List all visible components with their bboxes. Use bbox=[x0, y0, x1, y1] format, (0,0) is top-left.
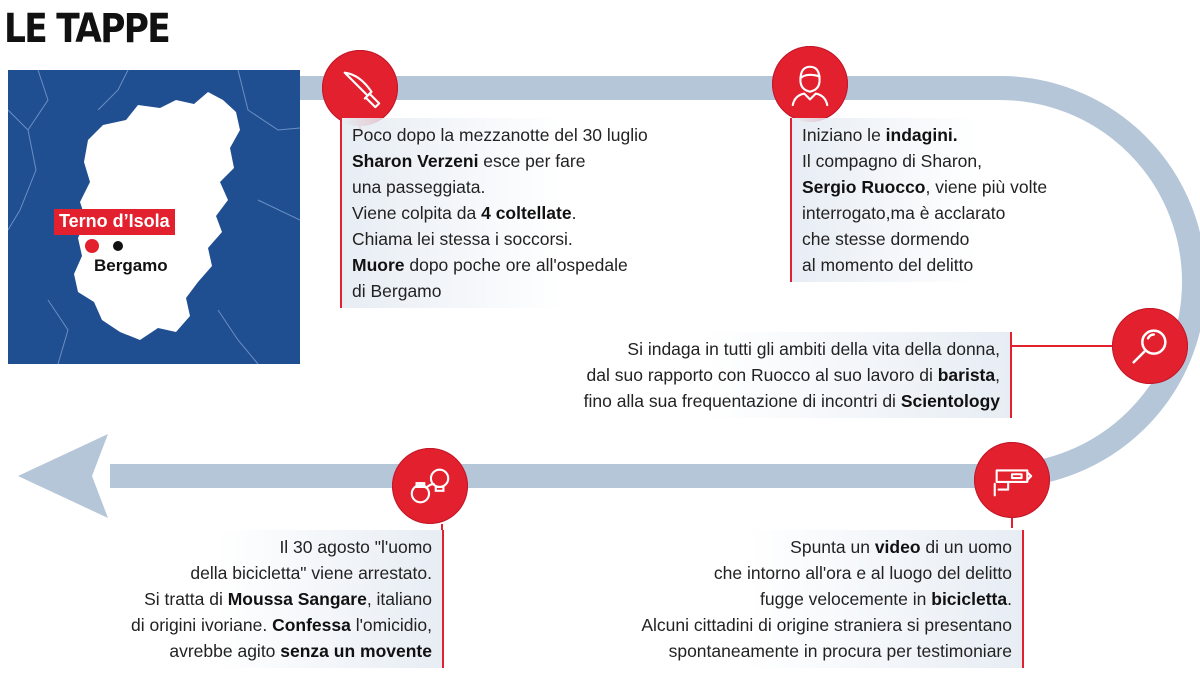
step-text: spontaneamente in procura per testimoniare bbox=[668, 641, 1012, 661]
step-text-bold: Sharon Verzeni bbox=[352, 151, 479, 171]
step-text: della bicicletta" viene arrestato. bbox=[190, 563, 432, 583]
step-text-line bbox=[131, 534, 432, 560]
step-text-bold: Scientology bbox=[900, 391, 1000, 411]
step-text-line bbox=[641, 586, 1012, 612]
step-5-badge bbox=[392, 448, 468, 524]
step-text: al momento del delitto bbox=[802, 255, 974, 275]
step-text: che stesse dormendo bbox=[802, 229, 970, 249]
step-4-badge bbox=[974, 442, 1050, 518]
step-text-bold: bicicletta bbox=[931, 589, 1008, 609]
connector-line bbox=[1010, 345, 1112, 347]
step-3-text bbox=[574, 332, 1012, 418]
step-text-bold: Confessa bbox=[272, 615, 351, 635]
step-text: , bbox=[995, 365, 1000, 385]
city-dot bbox=[113, 241, 123, 251]
step-text-bold: video bbox=[874, 537, 921, 557]
step-text: Poco dopo la mezzanotte del 30 luglio bbox=[352, 125, 648, 145]
step-text-bold: 4 coltellate bbox=[481, 203, 572, 223]
magnifier-icon bbox=[1127, 323, 1173, 369]
step-text-line bbox=[352, 122, 648, 148]
step-text: fugge velocemente in bbox=[760, 589, 932, 609]
step-text-line bbox=[584, 388, 1000, 414]
step-text-bold: barista bbox=[937, 365, 996, 385]
step-text-line bbox=[641, 612, 1012, 638]
step-text-bold: indagini. bbox=[885, 125, 958, 145]
step-text-line bbox=[802, 148, 1047, 174]
step-text: Spunta un bbox=[790, 537, 875, 557]
step-text: Viene colpita da bbox=[352, 203, 482, 223]
step-text: Il compagno di Sharon, bbox=[802, 151, 982, 171]
step-text: Si indaga in tutti gli ambiti della vita della donna, bbox=[627, 339, 1000, 359]
step-text: di un uomo bbox=[920, 537, 1012, 557]
step-text-line bbox=[131, 638, 432, 664]
step-text-line bbox=[352, 148, 648, 174]
step-text-line bbox=[352, 226, 648, 252]
step-text-line bbox=[131, 586, 432, 612]
step-text: una passeggiata. bbox=[352, 177, 486, 197]
step-text: fino alla sua frequentazione di incontri di bbox=[583, 391, 901, 411]
city-label: Bergamo bbox=[94, 256, 168, 275]
step-4-text bbox=[631, 530, 1024, 668]
step-text-line bbox=[584, 362, 1000, 388]
step-text-line bbox=[641, 638, 1012, 664]
step-text-line bbox=[352, 174, 648, 200]
step-2-badge bbox=[772, 46, 848, 122]
handcuffs-icon bbox=[407, 463, 453, 509]
step-text: interrogato,ma è acclarato bbox=[802, 203, 1006, 223]
step-text-line bbox=[131, 560, 432, 586]
step-text-line bbox=[802, 252, 1047, 278]
step-text-line bbox=[802, 122, 1047, 148]
step-1-text bbox=[340, 118, 658, 308]
step-text: . bbox=[1007, 589, 1012, 609]
step-text-line bbox=[584, 336, 1000, 362]
step-text: , viene più volte bbox=[925, 177, 1048, 197]
step-text: , italiano bbox=[366, 589, 432, 609]
step-text: di origini ivoriane. bbox=[131, 615, 273, 635]
step-text: esce per fare bbox=[478, 151, 586, 171]
step-text: Chiama lei stessa i soccorsi. bbox=[352, 229, 573, 249]
town-label: Terno d’Isola bbox=[54, 209, 175, 235]
step-text: . bbox=[571, 203, 577, 223]
step-text-line bbox=[352, 278, 648, 304]
step-3-badge bbox=[1112, 308, 1188, 384]
person-icon bbox=[787, 61, 833, 107]
step-text-line bbox=[131, 612, 432, 638]
page-title: LE TAPPE bbox=[4, 6, 169, 52]
town-dot bbox=[85, 239, 99, 253]
connector-line bbox=[1011, 518, 1013, 528]
step-text-line bbox=[641, 560, 1012, 586]
step-text-bold: Muore bbox=[352, 255, 405, 275]
step-text: avrebbe agito bbox=[169, 641, 281, 661]
step-text: Iniziano le bbox=[802, 125, 886, 145]
map-panel bbox=[8, 70, 300, 364]
step-text-line bbox=[802, 174, 1047, 200]
step-text: Si tratta di bbox=[144, 589, 228, 609]
step-1-badge bbox=[322, 50, 398, 126]
step-text: dopo poche ore all'ospedale bbox=[404, 255, 628, 275]
timeline-arrowhead bbox=[18, 434, 108, 518]
step-text-line bbox=[802, 200, 1047, 226]
cctv-camera-icon bbox=[989, 457, 1035, 503]
step-text: Il 30 agosto "l'uomo bbox=[279, 537, 432, 557]
step-text-line bbox=[641, 534, 1012, 560]
step-2-text bbox=[790, 118, 1057, 282]
step-text-line bbox=[352, 200, 648, 226]
step-text-bold: Moussa Sangare bbox=[227, 589, 367, 609]
step-text-bold: senza un movente bbox=[280, 641, 432, 661]
step-5-text bbox=[121, 530, 444, 668]
step-text-line bbox=[802, 226, 1047, 252]
step-text: l'omicidio, bbox=[350, 615, 432, 635]
knife-icon bbox=[337, 65, 383, 111]
step-text: che intorno all'ora e al luogo del delitto bbox=[713, 563, 1012, 583]
step-text-bold: Sergio Ruocco bbox=[802, 177, 926, 197]
step-text: dal suo rapporto con Ruocco al suo lavoro di bbox=[586, 365, 938, 385]
step-text-line bbox=[352, 252, 648, 278]
step-text: Alcuni cittadini di origine straniera si presentano bbox=[641, 615, 1012, 635]
step-text: di Bergamo bbox=[352, 281, 442, 301]
